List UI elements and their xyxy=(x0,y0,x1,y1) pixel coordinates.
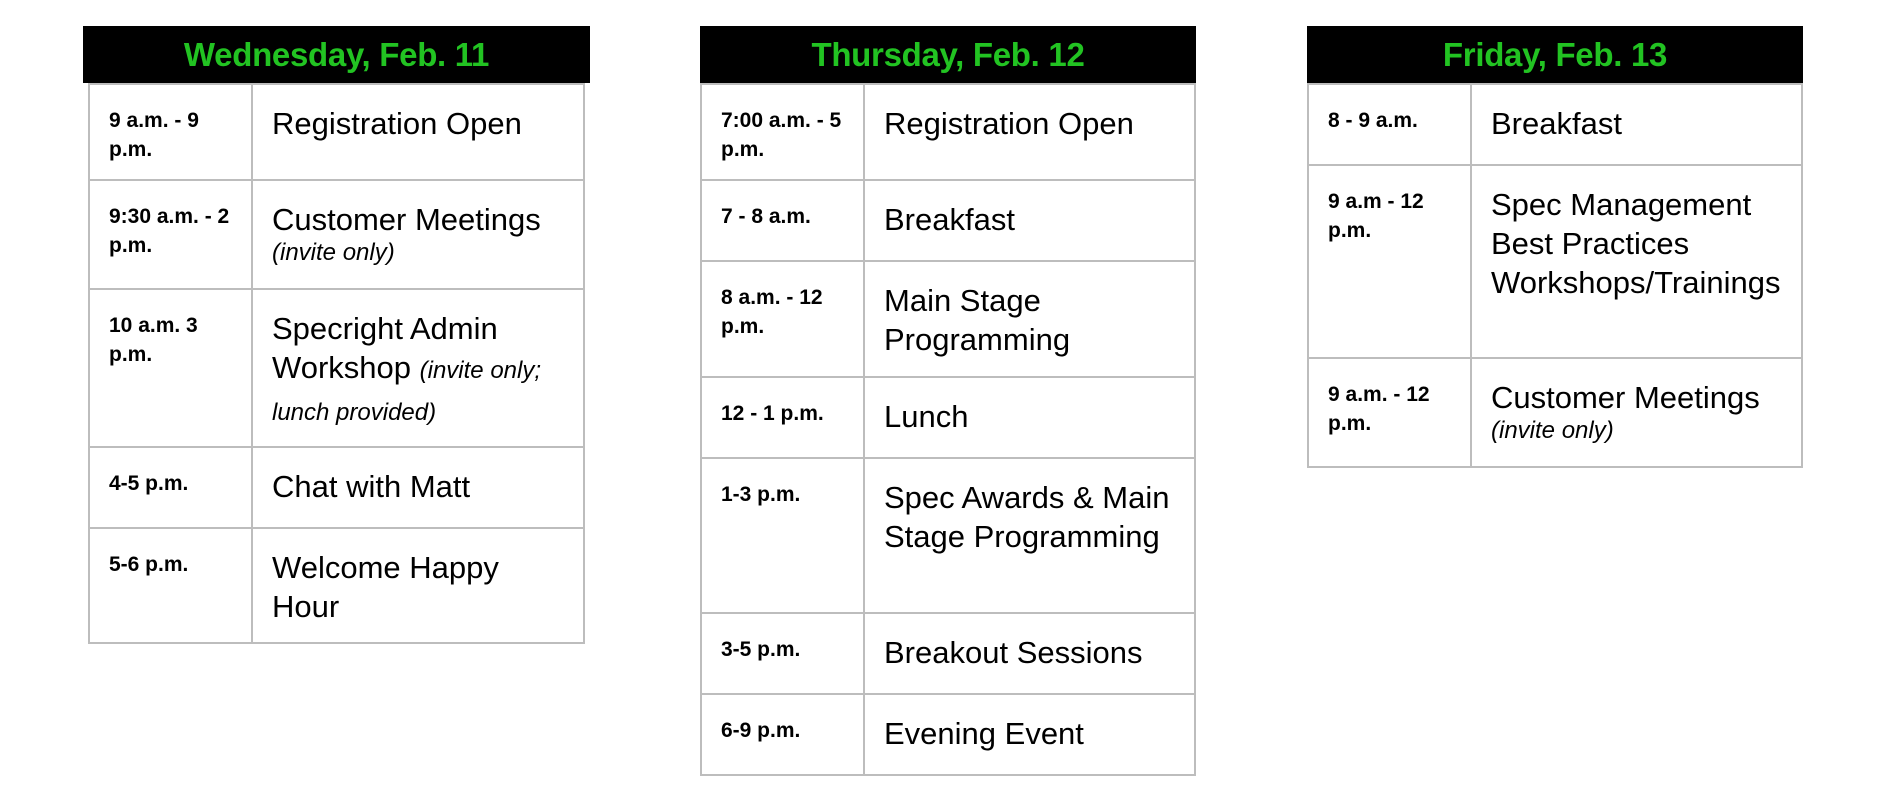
event-title: Specright Admin Workshop xyxy=(272,311,498,385)
event-title: Breakfast xyxy=(1491,106,1622,141)
event-cell xyxy=(252,528,584,643)
table-row xyxy=(89,528,584,643)
schedule-table xyxy=(1307,83,1803,468)
table-row xyxy=(701,261,1195,377)
event-cell xyxy=(252,447,584,528)
time-cell: 10 a.m. 3 p.m. xyxy=(89,289,252,447)
table-row xyxy=(701,458,1195,613)
event-title: Chat with Matt xyxy=(272,469,471,504)
event-title: Breakout Sessions xyxy=(884,635,1143,670)
time-cell: 1-3 p.m. xyxy=(701,458,864,613)
event-cell xyxy=(252,180,584,289)
day-schedule-friday xyxy=(1307,26,1803,468)
table-row xyxy=(701,613,1195,694)
table-row xyxy=(701,84,1195,180)
event-cell xyxy=(252,84,584,180)
event-note: (invite only; lunch provided) xyxy=(272,357,542,426)
table-row xyxy=(89,447,584,528)
event-cell xyxy=(864,180,1195,261)
time-cell: 5-6 p.m. xyxy=(89,528,252,643)
schedule-table xyxy=(700,83,1196,776)
time-cell: 8 - 9 a.m. xyxy=(1308,84,1471,165)
time-cell: 7 - 8 a.m. xyxy=(701,180,864,261)
event-cell xyxy=(864,84,1195,180)
table-row xyxy=(701,694,1195,775)
day-header: Friday, Feb. 13 xyxy=(1307,26,1803,83)
time-cell: 8 a.m. - 12 p.m. xyxy=(701,261,864,377)
time-cell: 9:30 a.m. - 2 p.m. xyxy=(89,180,252,289)
time-cell: 9 a.m. - 9 p.m. xyxy=(89,84,252,180)
event-cell xyxy=(252,289,584,447)
day-schedule-wednesday xyxy=(83,26,590,644)
event-cell xyxy=(864,377,1195,458)
event-cell xyxy=(1471,84,1802,165)
table-row xyxy=(89,289,584,447)
event-title: Breakfast xyxy=(884,202,1015,237)
event-title: Evening Event xyxy=(884,716,1084,751)
event-note: (invite only) xyxy=(272,239,395,266)
event-cell xyxy=(864,694,1195,775)
event-cell xyxy=(1471,358,1802,467)
event-title: Registration Open xyxy=(884,106,1134,141)
event-cell xyxy=(1471,165,1802,358)
event-title: Lunch xyxy=(884,399,969,434)
time-cell: 7:00 a.m. - 5 p.m. xyxy=(701,84,864,180)
day-header: Wednesday, Feb. 11 xyxy=(83,26,590,83)
event-title: Customer Meetings xyxy=(272,202,541,237)
schedule-table xyxy=(88,83,585,644)
time-cell: 9 a.m - 12 p.m. xyxy=(1308,165,1471,358)
day-header: Thursday, Feb. 12 xyxy=(700,26,1196,83)
table-row xyxy=(1308,358,1802,467)
table-row xyxy=(89,180,584,289)
event-title: Spec Awards & Main Stage Programming xyxy=(884,480,1170,554)
event-cell xyxy=(864,458,1195,613)
time-cell: 3-5 p.m. xyxy=(701,613,864,694)
event-cell xyxy=(864,613,1195,694)
event-cell xyxy=(864,261,1195,377)
day-schedule-thursday xyxy=(700,26,1196,776)
time-cell: 6-9 p.m. xyxy=(701,694,864,775)
time-cell: 12 - 1 p.m. xyxy=(701,377,864,458)
event-note: (invite only) xyxy=(1491,417,1614,444)
table-row xyxy=(701,180,1195,261)
event-title: Main Stage Programming xyxy=(884,283,1071,357)
time-cell: 4-5 p.m. xyxy=(89,447,252,528)
table-row xyxy=(1308,84,1802,165)
event-title: Registration Open xyxy=(272,106,522,141)
table-row xyxy=(1308,165,1802,358)
table-row xyxy=(701,377,1195,458)
event-title: Spec Management Best Practices Workshops/Trainings xyxy=(1491,187,1781,300)
event-title: Customer Meetings xyxy=(1491,380,1760,415)
table-row xyxy=(89,84,584,180)
event-title: Welcome Happy Hour xyxy=(272,550,499,624)
time-cell: 9 a.m. - 12 p.m. xyxy=(1308,358,1471,467)
